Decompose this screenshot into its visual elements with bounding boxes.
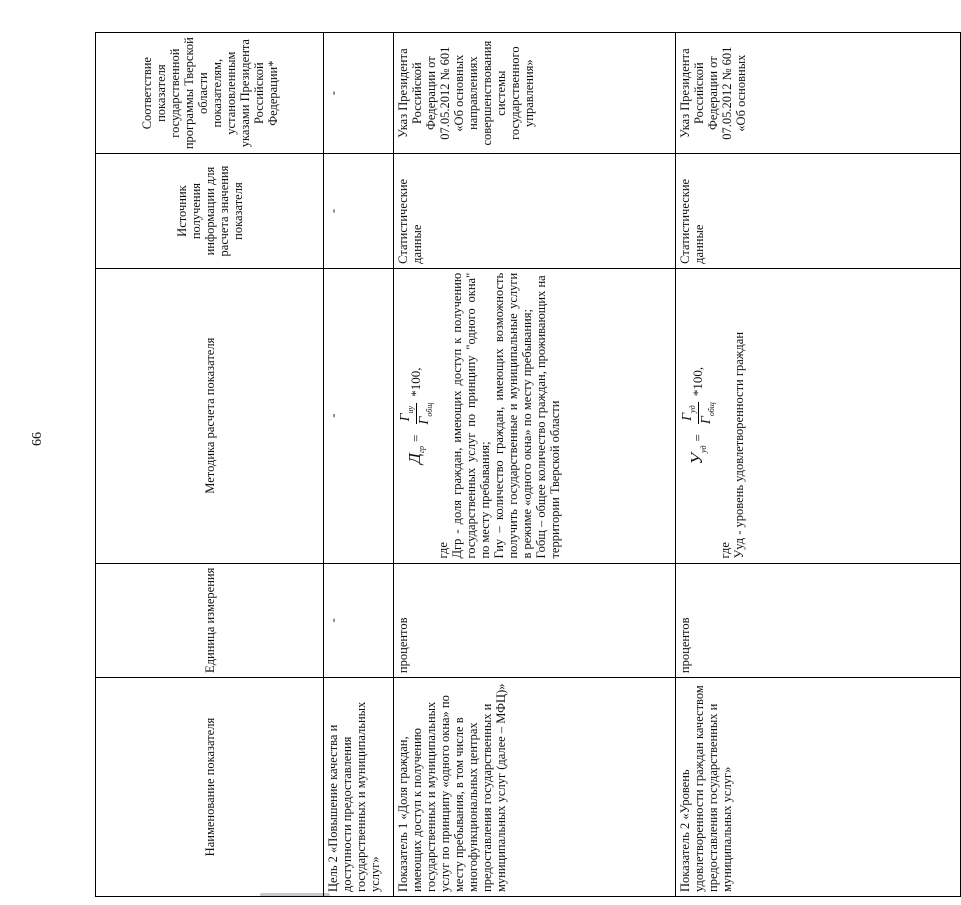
- indicator-2-row: [676, 33, 961, 897]
- indicator-1-name: Показатель 1 «Доля граждан, имеющих доступ к получению государственных и муниципальных услуг по принципу «одного окна» по месту пребывания, в том числе в многофункциональных центрах предоставления государственных и муниципальных услуг (далее – МФЦ)»: [394, 678, 676, 897]
- header-unit: Единица измерения: [96, 563, 324, 678]
- goal-unit: -: [324, 563, 394, 678]
- header-source: Источник получения информации для расчета значения показателя: [96, 154, 324, 269]
- header-method: Методика расчета показателя: [96, 268, 324, 563]
- indicator-1-method-line: Гобщ – общее количество граждан, проживающих на территории Тверской области: [534, 275, 562, 559]
- indicator-2-method-line: Ууд - уровень удовлетворенности граждан: [732, 331, 746, 559]
- indicator-1-where: где: [436, 542, 450, 559]
- goal-method: -: [324, 268, 394, 563]
- formula-1-rest: *100,: [407, 367, 423, 397]
- indicator-1-method-line: Гиу – количество граждан, имеющих возможность получить государственные и муниципальные услуги в режиме «одного окна» по месту пребывания;: [492, 272, 534, 559]
- formula-1-fraction: $Г_{иу}$ $Г_{общ}$: [397, 402, 434, 425]
- header-name: Наименование показателя: [96, 678, 324, 897]
- indicator-1-method: [394, 268, 676, 563]
- goal-row: [324, 33, 394, 897]
- page-number: 66: [30, 432, 45, 446]
- goal-compliance: -: [324, 33, 394, 154]
- formula-2-rest: *100,: [689, 366, 705, 397]
- indicator-1-source: Статистические данные: [394, 154, 676, 269]
- formula-2-lhs: $У_{уд}$: [687, 445, 709, 465]
- indicator-2-formula: $У_{уд}$ = $Г_{уд}$ $Г_{общ}$ *100,: [679, 366, 716, 465]
- indicator-1-row: [394, 33, 676, 897]
- indicator-2-name: Показатель 2 «Уровень удовлетворенности граждан качеством предоставления государственных и муниципальных услуг»: [676, 678, 961, 897]
- header-compliance: Соответствие показателя государственной программы Тверской области показателям, установленным указами Президента Российской Федерации*: [96, 33, 324, 154]
- indicator-2-unit: процентов: [676, 563, 961, 678]
- formula-1-lhs: $Д_{гр}$: [405, 445, 427, 464]
- goal-name: Цель 2 «Повышение качества и доступности предоставления государственных и муниципальных услуг»: [324, 678, 394, 897]
- indicators-table-rotated: [95, 32, 748, 897]
- header-row: [96, 33, 324, 897]
- indicator-2-method: [676, 268, 961, 563]
- indicator-2-compliance: Указ Президента Российской Федерации от 07.05.2012 № 601 «Об основных: [676, 33, 961, 154]
- goal-source: -: [324, 154, 394, 269]
- indicator-1-method-line: Дгр - доля граждан, имеющих доступ к получению государственных услуг по принципу "одного окна" по месту пребывания;: [450, 272, 492, 559]
- indicator-2-where: где: [718, 542, 732, 559]
- indicator-1-formula: $Д_{гр}$ = $Г_{иу}$ $Г_{общ}$ *100,: [397, 367, 434, 464]
- indicator-1-compliance: Указ Президента Российской Федерации от 07.05.2012 № 601 «Об основных направлениях совершенствования системы государственного управления»: [394, 33, 676, 154]
- indicator-2-source: Статистические данные: [676, 154, 961, 269]
- indicators-table: [95, 32, 961, 897]
- indicator-1-unit: процентов: [394, 563, 676, 678]
- formula-2-fraction: $Г_{уд}$ $Г_{общ}$: [679, 402, 716, 425]
